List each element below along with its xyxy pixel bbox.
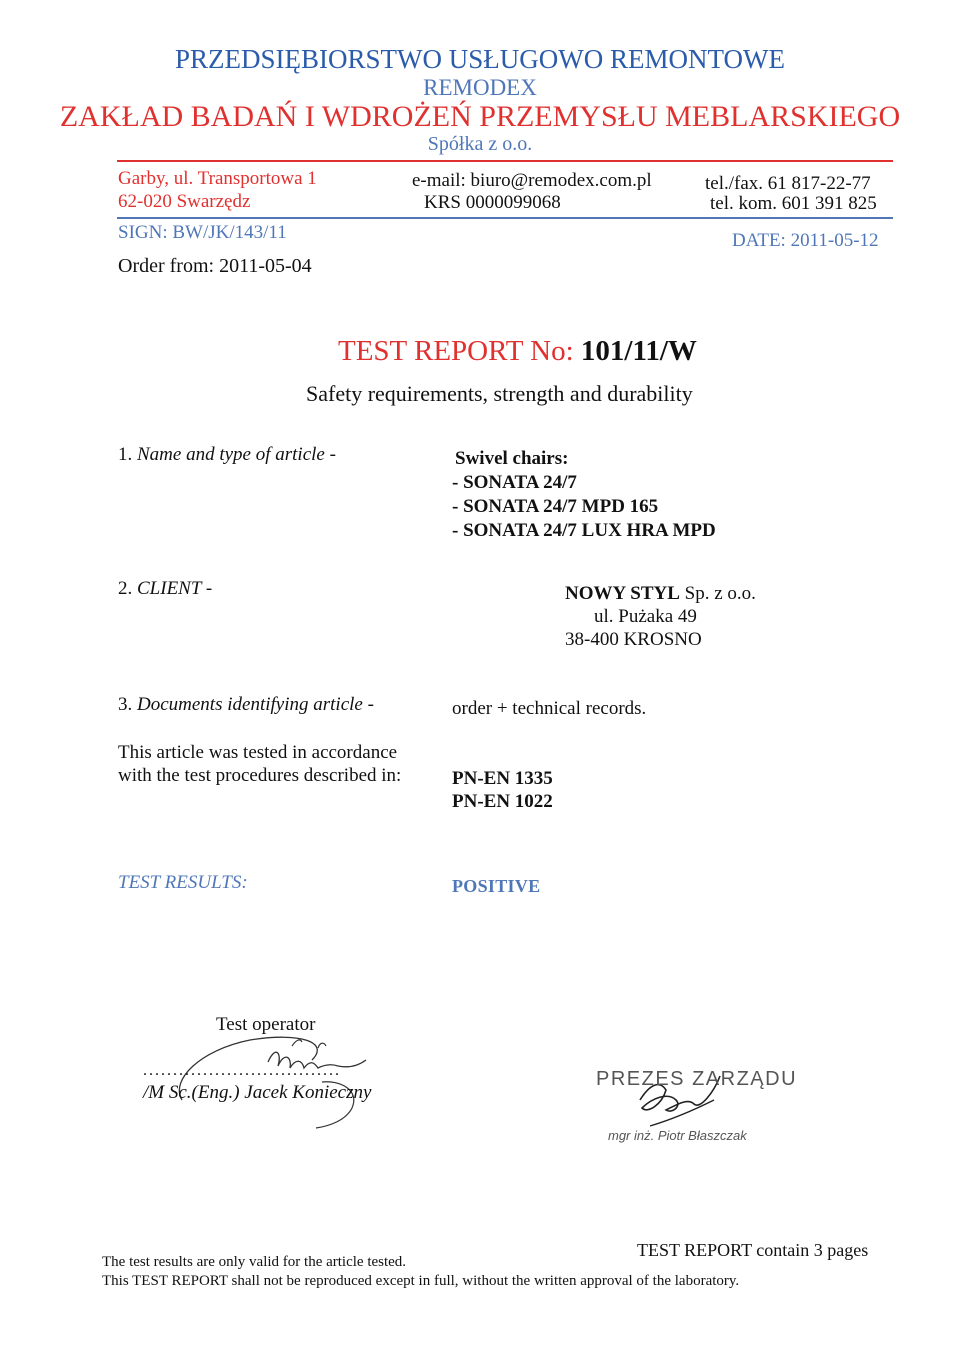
- section-3-label: [118, 694, 374, 716]
- tested-statement-line-2: with the test procedures described in:: [118, 765, 402, 786]
- order-date: Order from: 2011-05-04: [118, 255, 312, 277]
- tel-fax: tel./fax. 61 817-22-77: [705, 173, 871, 194]
- article-item: - SONATA 24/7 LUX HRA MPD: [452, 520, 716, 541]
- stamp-name: mgr inż. Piotr Błaszczak: [608, 1128, 747, 1143]
- section-2-label: [118, 578, 212, 600]
- client-city: 38-400 KROSNO: [565, 629, 702, 650]
- test-results-value: POSITIVE: [452, 876, 541, 896]
- report-title-prefix: TEST REPORT No:: [338, 335, 574, 367]
- report-title: [338, 335, 697, 368]
- krs-number: KRS 0000099068: [424, 192, 561, 213]
- article-item: - SONATA 24/7 MPD 165: [452, 496, 659, 517]
- address-city: 62-020 Swarzędz: [118, 191, 251, 212]
- report-date: DATE: 2011-05-12: [732, 230, 879, 251]
- sign-reference: SIGN: BW/JK/143/11: [118, 222, 287, 243]
- company-name-line-2: REMODEX: [423, 75, 537, 100]
- test-operator-name: /M Sc.(Eng.) Jacek Konieczny: [143, 1082, 372, 1103]
- tested-statement-line-1: This article was tested in accordance: [118, 742, 398, 763]
- documents-value: order + technical records.: [452, 698, 647, 719]
- client-street: ul. Pużaka 49: [594, 606, 697, 627]
- report-number: 101/11/W: [580, 335, 697, 367]
- address-street: Garby, ul. Transportowa 1: [118, 168, 317, 189]
- client-company: NOWY STYL: [565, 583, 680, 604]
- standard-item: PN-EN 1335: [452, 768, 553, 789]
- section-1-title: Name and type of article -: [137, 444, 336, 465]
- test-results-label: TEST RESULTS:: [118, 872, 248, 893]
- article-item: - SONATA 24/7: [452, 472, 577, 493]
- report-subtitle: Safety requirements, strength and durability: [306, 381, 693, 406]
- test-operator-title: Test operator: [216, 1014, 316, 1035]
- page-count-note: TEST REPORT contain 3 pages: [637, 1240, 869, 1260]
- header-divider-bottom: [117, 217, 893, 219]
- validity-note: The test results are only valid for the article tested.: [102, 1254, 407, 1270]
- header-divider-top: [117, 160, 893, 162]
- section-2-number: 2.: [118, 578, 133, 599]
- company-name-line-1: PRZEDSIĘBIORSTWO USŁUGOWO REMONTOWE: [175, 44, 785, 74]
- stamp-title: PREZES ZARZĄDU: [596, 1068, 798, 1090]
- tel-mobile: tel. kom. 601 391 825: [710, 193, 877, 214]
- client-name: [565, 583, 756, 605]
- section-3-title: Documents identifying article -: [137, 694, 374, 715]
- section-1-number: 1.: [118, 444, 133, 465]
- reproduction-note: This TEST REPORT shall not be reproduced except in full, without the written approval of the laboratory.: [102, 1273, 740, 1289]
- email: e-mail: biuro@remodex.com.pl: [412, 170, 652, 191]
- company-name-line-4: Spółka z o.o.: [427, 133, 533, 155]
- operator-signature-line: .................................: [143, 1062, 341, 1079]
- article-heading: Swivel chairs:: [455, 448, 569, 469]
- client-company-suffix: Sp. z o.o.: [684, 583, 756, 604]
- signature-stroke: [292, 1040, 326, 1048]
- section-2-title: CLIENT -: [137, 578, 213, 599]
- stamp-signature-stroke: [650, 1100, 714, 1126]
- standard-item: PN-EN 1022: [452, 791, 553, 812]
- section-1-label: [118, 444, 336, 466]
- company-name-line-3: ZAKŁAD BADAŃ I WDROŻEŃ PRZEMYSŁU MEBLARSKIEGO: [59, 100, 901, 133]
- section-3-number: 3.: [118, 694, 133, 715]
